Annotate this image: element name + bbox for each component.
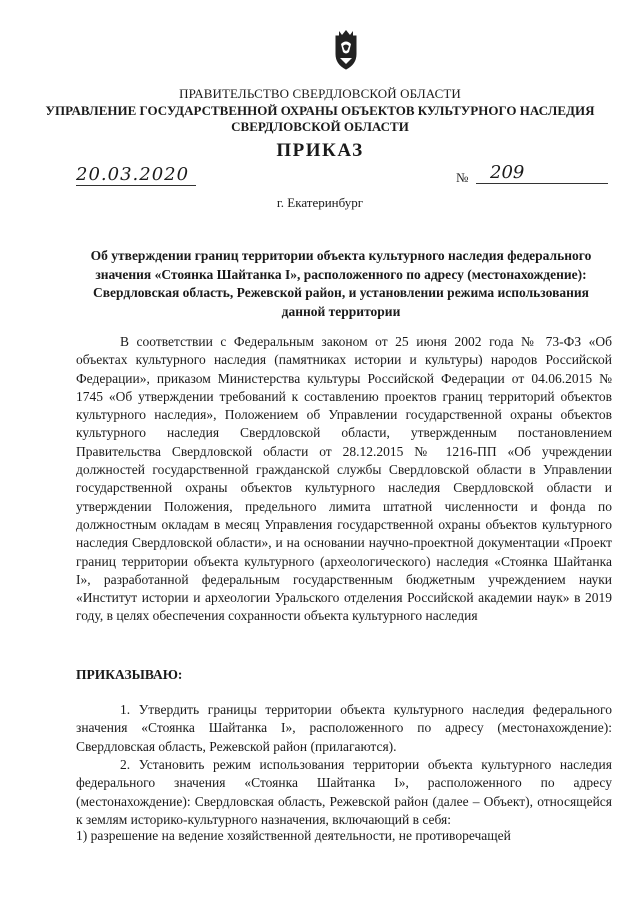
government-name: ПРАВИТЕЛЬСТВО СВЕРДЛОВСКОЙ ОБЛАСТИ [179, 86, 461, 101]
department-line-2: СВЕРДЛОВСКОЙ ОБЛАСТИ [231, 119, 409, 134]
order-item-2: 2. Установить режим использования территории объекта культурного наследия федерального значения «Стоянка Шайтанка I», расположенного по адресу (местонахождение): Свердловская область, Режевской район (далее – Объект), относящейся к землям историко-культурного назначения, включающий в себя: [76, 757, 612, 827]
order-item-2-1: 1) разрешение на ведение хозяйственной деятельности, не противоречащей [76, 828, 511, 843]
order-number-label: № [456, 170, 469, 185]
department-line-1: УПРАВЛЕНИЕ ГОСУДАРСТВЕННОЙ ОХРАНЫ ОБЪЕКТОВ КУЛЬТУРНОГО НАСЛЕДИЯ [45, 103, 595, 118]
city: г. Екатеринбург [276, 195, 364, 210]
document-type: ПРИКАЗ [276, 140, 364, 161]
department-name [0, 103, 640, 135]
coat-of-arms-emblem-icon [328, 28, 364, 72]
order-date-handwritten: 20.03.2020 [76, 164, 196, 186]
preamble-paragraph: В соответствии с Федеральным законом от 25 июня 2002 года № 73-ФЗ «Об объектах культурного наследия (памятниках истории и культуры) народов Российской Федерации», приказом Министерства культуры Российской Федерации от 04.06.2015 № 1745 «Об утверждении требований к составлению проектов границ территорий объектов культурного наследия», Положением об Управлении государственной охраны объектов культурного наследия Свердловской области, утвержденным постановлением Правительства Свердловской области от 28.12.2015 № 1216-ПП «Об учреждении должностей государственной гражданской службы Свердловской области в Управлении государственной охраны объектов культурного наследия Свердловской области и утверждении Положения, предельного лимита штатной численности и фонда по должностным окладам в месяц Управления государственной охраны объектов культурного наследия Свердловской области», и на основании научно-проектной документации «Проект границ территории объекта культурного (археологического) наследия «Стоянка Шайтанка I», разработанной федеральным государственным бюджетным учреждением науки «Институт истории и археологии Уральского отделения Российской академии наук» в 2019 году, в целях обеспечения сохранности объекта культурного наследия [76, 334, 612, 624]
order-number-handwritten: 209 [476, 162, 608, 184]
order-item-1: 1. Утвердить границы территории объекта культурного наследия федерального значения «Стоянка Шайтанка I», расположенного по адресу (местонахождение): Свердловская область, Режевской район (прилагаются). [76, 702, 612, 754]
order-heading: ПРИКАЗЫВАЮ: [76, 667, 183, 682]
order-title: Об утверждении границ территории объекта культурного наследия федерального значения «Стоянка Шайтанка I», расположенного по адресу (местонахождение): Свердловская область, Режевской район, и установлении режима использования данной территории [90, 248, 592, 319]
